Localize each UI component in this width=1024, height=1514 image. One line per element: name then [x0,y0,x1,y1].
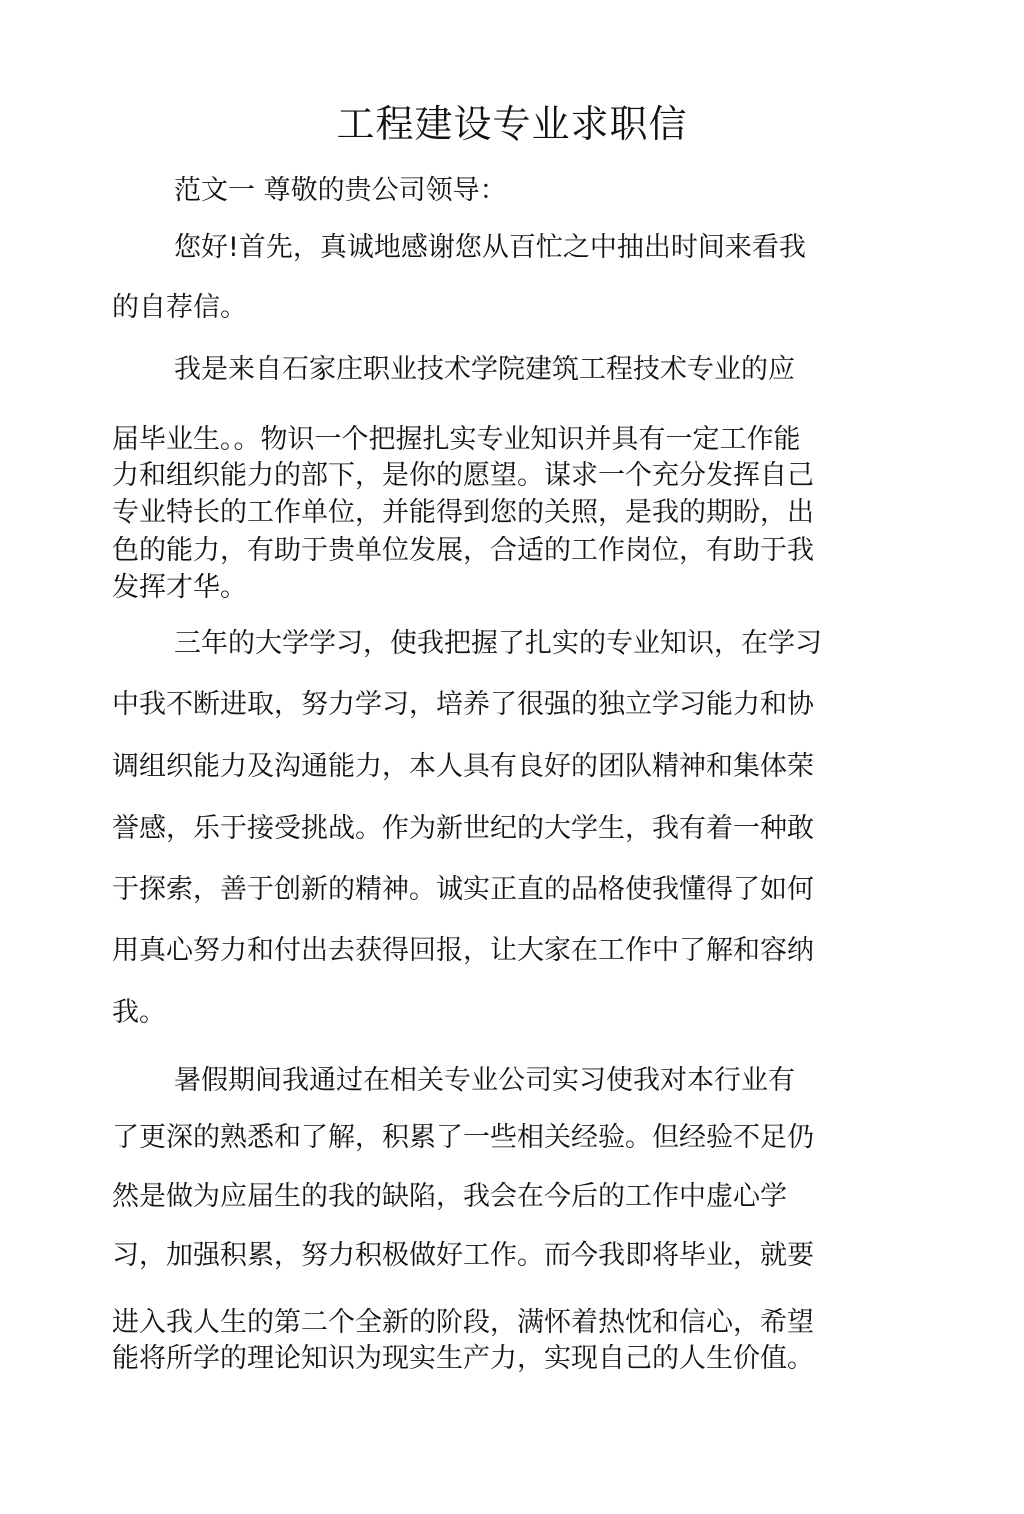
body-line: 了更深的熟悉和了解，积累了一些相关经验。但经验不足仍 [112,1122,814,1153]
body-line: 于探索，善于创新的精神。诚实正直的品格使我懂得了如何 [112,874,814,905]
body-line: 用真心努力和付出去获得回报，让大家在工作中了解和容纳 [112,935,814,966]
body-line: 暑假期间我通过在相关专业公司实习使我对本行业有 [174,1065,795,1096]
body-line: 力和组织能力的部下，是你的愿望。谋求一个充分发挥自己 [112,460,814,491]
body-line: 发挥才华。 [112,572,247,603]
body-line: 专业特长的工作单位，并能得到您的关照，是我的期盼，出 [112,497,814,528]
body-line: 能将所学的理论知识为现实生产力，实现自己的人生价值。 [112,1343,814,1374]
body-line: 然是做为应届生的我的缺陷，我会在今后的工作中虚心学 [112,1181,787,1212]
body-line: 的自荐信。 [112,292,247,323]
body-line: 届毕业生。。物识一个把握扎实专业知识并具有一定工作能 [112,424,801,455]
body-line: 习，加强积累，努力积极做好工作。而今我即将毕业，就要 [112,1240,814,1271]
body-line: 中我不断进取，努力学习，培养了很强的独立学习能力和协 [112,689,814,720]
greeting-line: 范文一 尊敬的贵公司领导： [174,175,507,206]
body-line: 三年的大学学习，使我把握了扎实的专业知识，在学习 [174,628,822,659]
body-line: 我是来自石家庄职业技术学院建筑工程技术专业的应 [174,354,795,385]
body-line: 色的能力，有助于贵单位发展，合适的工作岗位，有助于我 [112,535,814,566]
body-line: 进入我人生的第二个全新的阶段，满怀着热忱和信心，希望 [112,1307,814,1338]
document-title: 工程建设专业求职信 [336,102,688,146]
body-line: 您好!首先，真诚地感谢您从百忙之中抽出时间来看我 [174,232,806,263]
body-line: 我。 [112,997,166,1028]
body-line: 誉感，乐于接受挑战。作为新世纪的大学生，我有着一种敢 [112,813,814,844]
body-line: 调组织能力及沟通能力，本人具有良好的团队精神和集体荣 [112,751,814,782]
